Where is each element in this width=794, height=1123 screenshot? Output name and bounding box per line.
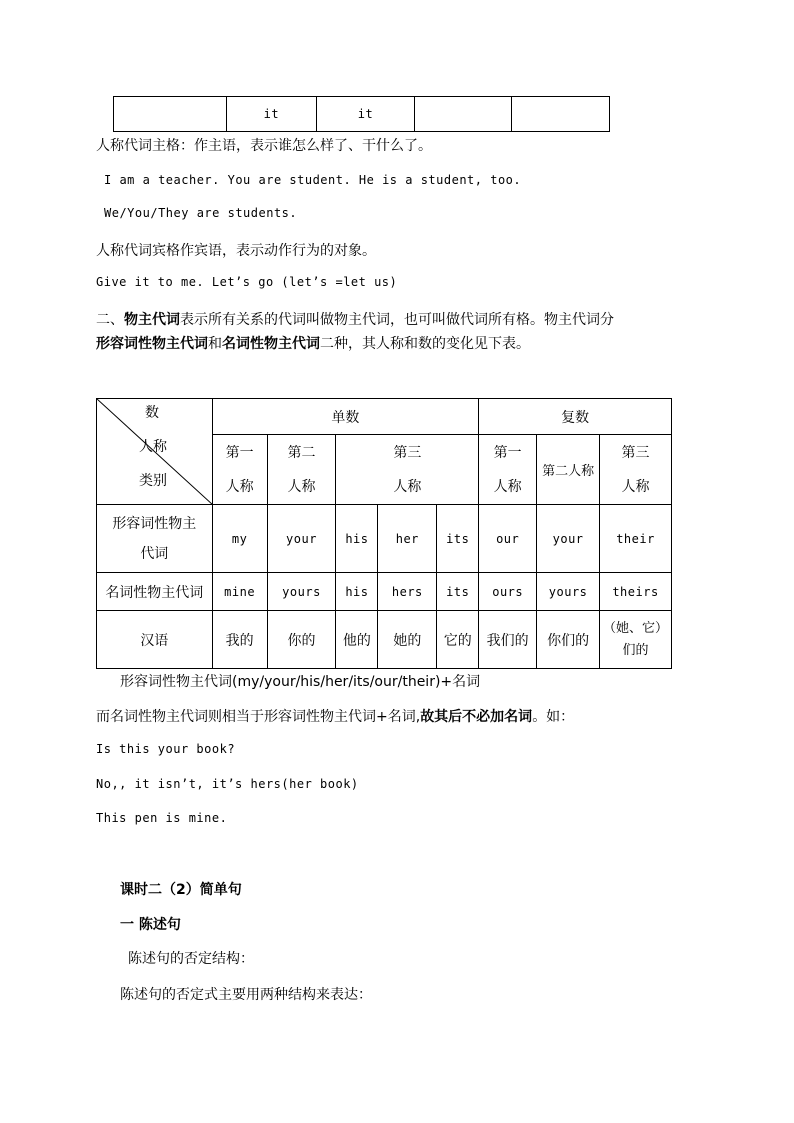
example-sentence: We/You/They are students. bbox=[104, 206, 298, 220]
table-cell: its bbox=[437, 505, 479, 573]
negative-structure-label: 陈述句的否定结构： bbox=[128, 951, 254, 967]
table-cell: its bbox=[437, 573, 479, 611]
header-plural-first bbox=[479, 435, 537, 505]
table-cell: their bbox=[600, 505, 672, 573]
text-span: 。如： bbox=[532, 709, 575, 725]
table-cell: your bbox=[537, 505, 600, 573]
table-cell: it bbox=[317, 97, 415, 132]
singular-header: 单数 bbox=[212, 399, 479, 435]
header-second-person bbox=[267, 435, 336, 505]
table-cell: your bbox=[267, 505, 336, 573]
bold-term: 故其后不必加名词 bbox=[420, 709, 533, 725]
example-sentence: I am a teacher. You are student. He is a student, too. bbox=[104, 173, 522, 187]
table-cell: ours bbox=[479, 573, 537, 611]
text-span: 而名词性物主代词则相当于形容词性物主代词+名词, bbox=[96, 709, 421, 725]
header-text: 第三 bbox=[621, 444, 650, 461]
table-cell: our bbox=[479, 505, 537, 573]
table-cell: it bbox=[226, 97, 317, 132]
cell-text: （她、它） bbox=[603, 620, 669, 636]
table-row bbox=[97, 611, 672, 669]
table-cell: yours bbox=[267, 573, 336, 611]
table-row bbox=[114, 97, 610, 132]
corner-person-label: 人称 bbox=[139, 439, 167, 455]
example-sentence: No,, it isn’t, it’s hers(her book) bbox=[96, 777, 359, 791]
table-cell bbox=[114, 97, 227, 132]
text-span: 表示所有关系的代词叫做物主代词，也可叫做代词所有格。物主代词分 bbox=[180, 312, 614, 328]
table-cell: 我们的 bbox=[479, 611, 537, 669]
table-cell: 你的 bbox=[267, 611, 336, 669]
corner-number-label: 数 bbox=[145, 405, 159, 421]
possessive-intro bbox=[96, 309, 614, 329]
row-label-text: 代词 bbox=[140, 545, 169, 562]
table-cell: 你们的 bbox=[537, 611, 600, 669]
table-cell: her bbox=[378, 505, 437, 573]
table-cell: theirs bbox=[600, 573, 672, 611]
table-cell bbox=[600, 611, 672, 669]
bold-term: 物主代词 bbox=[124, 312, 180, 328]
table-cell: 我的 bbox=[212, 611, 267, 669]
corner-header-cell bbox=[97, 399, 213, 505]
table-cell: 她的 bbox=[378, 611, 437, 669]
table-cell bbox=[512, 97, 610, 132]
table-cell bbox=[414, 97, 512, 132]
header-first-person bbox=[212, 435, 267, 505]
table-cell: 他的 bbox=[336, 611, 378, 669]
header-text: 人称 bbox=[287, 478, 316, 495]
table-row bbox=[97, 505, 672, 573]
subject-case-text: 人称代词主格：作主语，表示谁怎么样了、干什么了。 bbox=[96, 138, 432, 154]
header-text: 人称 bbox=[493, 478, 522, 495]
example-sentence: Is this your book? bbox=[96, 742, 236, 756]
text-span: 二、 bbox=[96, 312, 124, 328]
header-third-person bbox=[336, 435, 479, 505]
possessive-intro-2 bbox=[96, 333, 530, 353]
table-cell: 它的 bbox=[437, 611, 479, 669]
header-text: 第一 bbox=[225, 444, 254, 461]
bold-term: 形容词性物主代词 bbox=[96, 336, 208, 352]
example-sentence: This pen is mine. bbox=[96, 811, 228, 825]
table-cell: my bbox=[212, 505, 267, 573]
header-text: 人称 bbox=[225, 478, 254, 495]
example-sentence: Give it to me. Let’s go (let’s =let us) bbox=[96, 275, 398, 289]
cell-text: 们的 bbox=[622, 642, 649, 658]
table-row bbox=[97, 399, 672, 435]
text-span: 和 bbox=[208, 336, 222, 352]
table-cell: mine bbox=[212, 573, 267, 611]
table-cell: his bbox=[336, 573, 378, 611]
table-cell: his bbox=[336, 505, 378, 573]
header-text: 第一 bbox=[493, 444, 522, 461]
negative-structure-text: 陈述句的否定式主要用两种结构来表达： bbox=[120, 987, 372, 1003]
corner-type-label: 类别 bbox=[139, 473, 167, 489]
row-label bbox=[97, 505, 213, 573]
table-cell: yours bbox=[537, 573, 600, 611]
header-text: 人称 bbox=[393, 478, 422, 495]
possessive-pronoun-table bbox=[96, 398, 672, 669]
noun-possessive-note bbox=[96, 706, 574, 726]
table-row bbox=[97, 573, 672, 611]
row-label-text: 形容词性物主 bbox=[112, 515, 197, 532]
header-plural-third bbox=[600, 435, 672, 505]
lesson-heading: 课时二（2）简单句 bbox=[120, 882, 242, 898]
header-text: 人称 bbox=[621, 478, 650, 495]
bold-term: 名词性物主代词 bbox=[222, 336, 320, 352]
header-text: 第三 bbox=[393, 444, 422, 461]
row-label: 名词性物主代词 bbox=[97, 573, 213, 611]
formula-text: 形容词性物主代词(my/your/his/her/its/our/their)+名词 bbox=[120, 674, 481, 690]
plural-header: 复数 bbox=[479, 399, 672, 435]
section-heading: 一 陈述句 bbox=[120, 917, 181, 933]
table-cell: hers bbox=[378, 573, 437, 611]
object-case-text: 人称代词宾格作宾语，表示动作行为的对象。 bbox=[96, 243, 376, 259]
text-span: 二种，其人称和数的变化见下表。 bbox=[320, 336, 530, 352]
top-table bbox=[113, 96, 610, 132]
header-text: 第二 bbox=[287, 444, 316, 461]
header-plural-second: 第二人称 bbox=[537, 435, 600, 505]
row-label: 汉语 bbox=[97, 611, 213, 669]
